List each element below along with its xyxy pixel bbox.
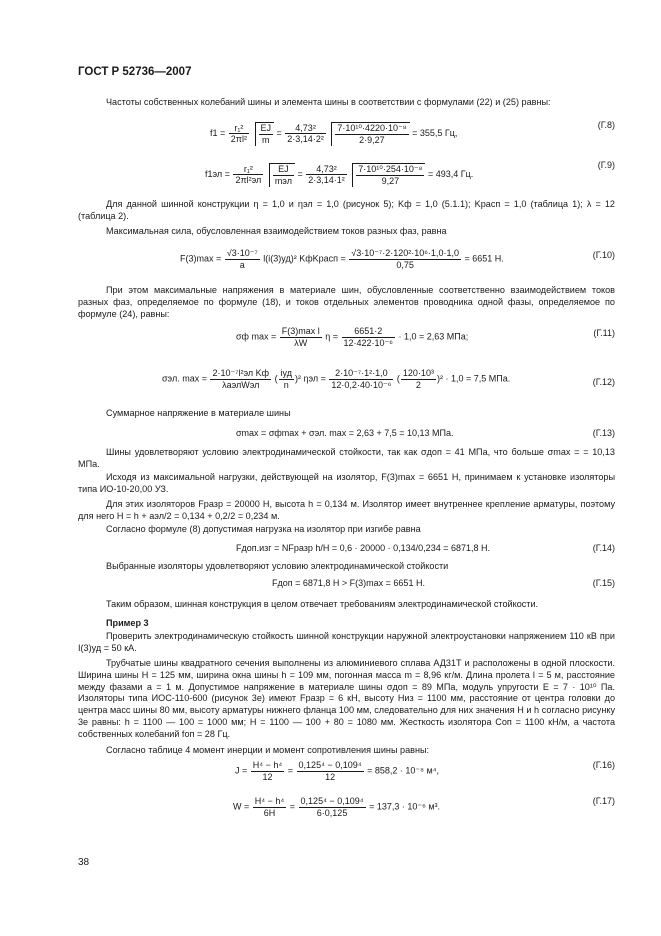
equation-g11-result: · 1,0 = 2,63 МПа; [398, 331, 469, 342]
equation-g14-number: (Г.14) [592, 543, 615, 553]
equation-g10-result: = 6651 Н. [464, 253, 504, 264]
paragraph-insulator-params: Для этих изоляторов Fразр = 20000 Н, высота h = 0,134 м. Изолятор имеет внутреннее крепление арматуры, поэтому для него H = h + aэл/2 = 0,134 + 0,2/2 = 0,234 м. [78, 499, 615, 521]
equation-g16-result: = 858,2 · 10⁻⁸ м⁴, [367, 765, 439, 776]
equation-g9-result: = 493,4 Гц. [427, 169, 474, 180]
paragraph-example-task: Проверить электродинамическую стойкость шинной конструкции наружной электроустановки напряжением 110 кВ при I(3)уд = 50 кА. [78, 631, 615, 653]
paragraph-bending-load: Согласно формуле (8) допустимая нагрузка на изолятор при изгибе равна [106, 524, 421, 534]
page-number: 38 [78, 857, 90, 868]
equation-g12-result: · 1,0 = 7,5 МПа. [445, 373, 511, 384]
equation-g8-result: = 355,5 Гц, [412, 128, 458, 139]
equation-g13-number: (Г.13) [592, 428, 615, 438]
equation-g12: σэл. max = 2·10⁻⁷l²эл Kф λaэлWэл ( iуд n )² ηэл = $\frac{\text{2·10⁻⁷·1²·1,0}}{\text{12·0,2·40·10⁻⁶}}$ ( $\frac{\text{120·10³}}{2}$ )² · 1,0 = 7,5 МПа. [162, 368, 511, 390]
equation-g17-number: (Г.17) [592, 796, 615, 806]
equation-g13: σmax = σфmax + σэл. max = 2,63 + 7,5 = 10,13 МПа. [236, 428, 454, 438]
document-header: ГОСТ Р 52736—2007 [78, 66, 192, 78]
paragraph-example-data: Трубчатые шины квадратного сечения выполнены из алюминиевого сплава АД31Т и расположены в одной плоскости. Ширина шины H = 125 мм, ширина окна шины h = 109 мм, погонная масса m = 8,96 кг/м. Длина пролета l = 5 м, расстояние между фазами a = 1 м. Допустимое напряжение в материале шины σдоп = 89 МПа, модуль упругости E = 7 · 10¹⁰ Па. Изоляторы типа ИОС-110-600 (рисунок 3е) имеют Fразр = 6 кН, высоту Hиз = 1100 мм, расстояние от центра головки до центра масс шины 80 мм, высоту арматуры нижнего фланца 100 мм, следовательно для них значения H и h согласно рисунку 3е равны: h = 1100 — 100 = 1000 мм; H = 1100 — 100 + 80 = 1080 мм. Жесткость изолятора Cоп = 1100 кН/м, а частота собственных колебаний fоп = 28 Гц. [78, 658, 615, 739]
equation-g17-result: = 137,3 · 10⁻⁶ м³. [369, 801, 441, 812]
paragraph-total-stress: Суммарное напряжение в материале шины [106, 408, 291, 418]
equation-g17-lhs: W = [233, 801, 250, 812]
equation-g16-lhs: J = [235, 765, 248, 776]
equation-g9-number: (Г.9) [597, 160, 615, 170]
paragraph-max-force: Максимальная сила, обусловленная взаимодействием токов разных фаз, равна [106, 226, 447, 236]
paragraph-frequencies-intro: Частоты собственных колебаний шины и элемента шины в соответствии с формулами (22) и (25) равны: [106, 97, 551, 107]
equation-g11: σф max = F(3)max l λW η = $\frac{6651\cdot 2}{\text{12·422·10⁻⁶}}$ · 1,0 = 2,63 МПа; [236, 326, 469, 348]
equation-g12-lhs: σэл. max = [162, 373, 207, 384]
equation-g8: f1 = $\frac{\text{r₁²}}{\text{2πl²}}$ $\frac{EJ}{m}$ = $\frac{\text{4,73²}}{\text{2·3,14·2²}}$ $\frac{\text{7·10¹⁰·4220·10⁻⁸}}{2\cdot 9,27}$ = 355,5 Гц, [210, 122, 458, 145]
paragraph-construction-params: Для данной шинной конструкции η = 1,0 и ηэл = 1,0 (рисунок 5); Kф = 1,0 (5.1.1); Kрасп = 1,0 (таблица 1); λ = 12 (таблица 2). [78, 199, 615, 221]
equation-g17: W = $\frac{\text{H⁴ − h⁴}}{6H}$ = $\frac{\text{0,125⁴ − 0,109⁴}}{6\cdot 0,125}$ = 137,3 · 10⁻⁶ м³. [233, 796, 441, 818]
equation-g11-number: (Г.11) [593, 328, 615, 338]
equation-g11-lhs: σф max = [236, 331, 277, 342]
equation-g9-lhs: f1эл = [205, 169, 230, 180]
equation-g10-number: (Г.10) [592, 250, 615, 260]
paragraph-max-stresses: При этом максимальные напряжения в материале шин, обусловленные соответственно взаимодействием токов разных фаз, определяемое по формуле (18), и токов отдельных элементов проводника одной фазы, определяемое по формуле (24), равны: [78, 285, 615, 319]
equation-g14: Fдоп.изг = NFразр h/H = 0,6 · 20000 · 0,134/0,234 = 6871,8 Н. [236, 543, 490, 553]
equation-g12-number: (Г.12) [592, 377, 615, 387]
paragraph-insulators-ok: Выбранные изоляторы удовлетворяют условию электродинамической стойкости [106, 561, 449, 571]
paragraph-inertia-intro: Согласно таблице 4 момент инерции и момент сопротивления шины равны: [106, 745, 430, 755]
paragraph-conclusion: Таким образом, шинная конструкция в целом отвечает требованиям электродинамической стойкости. [106, 599, 539, 609]
equation-g15-number: (Г.15) [592, 578, 615, 588]
paragraph-stability-check: Шины удовлетворяют условию электродинамической стойкости, так как σдоп = 41 МПа, что больше σmax = = 10,13 МПа. [78, 447, 615, 469]
paragraph-insulator-choice: Исходя из максимальной нагрузки, действующей на изолятор, F(3)max = 6651 Н, принимаем к установке изоляторы типа ИО-10-20,00 УЗ. [78, 472, 615, 494]
equation-g10-lhs: F(3)max = [180, 253, 222, 264]
equation-g16: J = $\frac{\text{H⁴ − h⁴}}{12}$ = $\frac{\text{0,125⁴ − 0,109⁴}}{12}$ = 858,2 · 10⁻⁸ м⁴, [235, 760, 439, 782]
equation-g16-number: (Г.16) [592, 760, 615, 770]
example-title: Пример 3 [106, 618, 149, 628]
equation-g8-number: (Г.8) [597, 120, 615, 130]
equation-g15: Fдоп = 6871,8 Н > F(3)max = 6651 Н. [272, 578, 425, 588]
equation-g8-lhs: f1 = [210, 128, 226, 139]
equation-g10: F(3)max = $\frac{\text{√3·10⁻⁷}}{a}$ l(i(3)уд)² KфKрасп = $\frac{\text{√3·10⁻⁷·2·120²·10⁶·1,0·1,0}}{0,75}$ = 6651 Н. [180, 248, 504, 270]
equation-g9: f1эл = r₁² 2πl²эл EJ mэл = $\frac{\text{4,73²}}{\text{2·3,14·1²}}$ $\frac{\text{7·10¹⁰·254·10⁻⁸}}{9,27}$ = 493,4 Гц. [205, 163, 474, 186]
